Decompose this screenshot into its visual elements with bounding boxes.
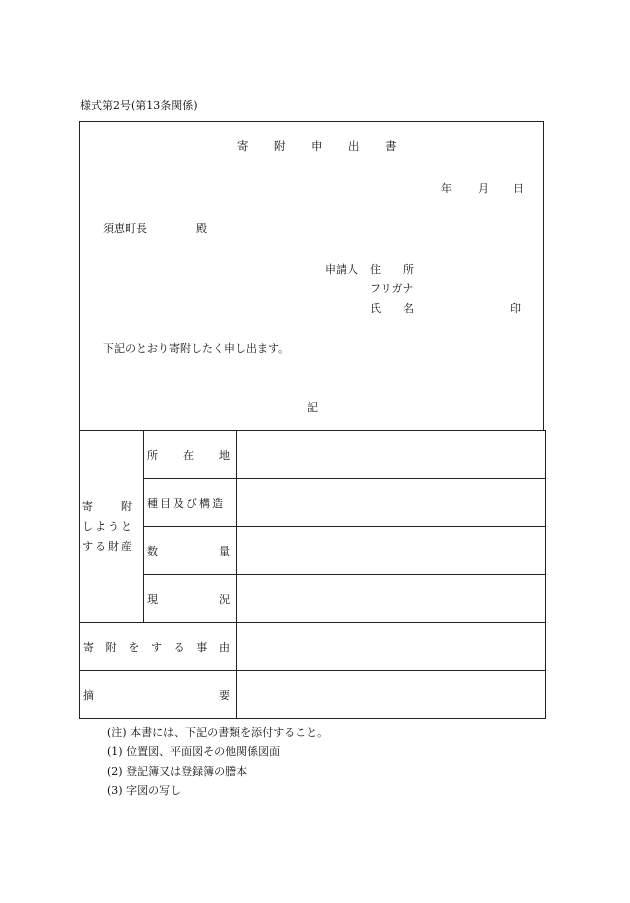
quantity-text: 数 量: [147, 544, 230, 558]
quantity-field[interactable]: [237, 527, 546, 575]
reason-label: [80, 623, 237, 671]
title-char: 附: [274, 139, 286, 153]
location-field[interactable]: [237, 431, 546, 479]
note-heading: (注) 本書には、下記の書類を添付すること。: [107, 726, 329, 739]
quantity-label: [144, 527, 237, 575]
location-text: 所 在 地: [147, 448, 230, 462]
applicant-address-label: 住 所: [370, 263, 414, 276]
form-title: [237, 138, 422, 154]
reason-field[interactable]: [237, 623, 546, 671]
table-row: [80, 671, 546, 719]
table-row: [80, 575, 546, 623]
type-structure-label: 種目及び構造: [144, 479, 237, 527]
addressee-name: 須恵町長: [103, 222, 147, 235]
seal-mark: 印: [510, 302, 521, 315]
table-row: [80, 479, 546, 527]
date-month: 月: [478, 182, 489, 195]
application-box: [79, 121, 544, 431]
table-row: [80, 431, 546, 479]
condition-text: 現 況: [147, 592, 230, 606]
summary-label: [80, 671, 237, 719]
note-item: (2) 登記簿又は登録簿の謄本: [107, 765, 248, 778]
date-year: 年: [441, 182, 452, 195]
condition-label: [144, 575, 237, 623]
addressee-honorific: 殿: [196, 222, 207, 235]
statement-text: 下記のとおり寄附したく申し出ます。: [103, 342, 290, 355]
applicant-label: 申請人: [325, 263, 358, 276]
title-char: 出: [348, 139, 360, 153]
table-row: [80, 623, 546, 671]
property-table: [79, 430, 546, 719]
note-item: (3) 字図の写し: [107, 784, 182, 797]
date-day: 日: [513, 182, 524, 195]
location-label: [144, 431, 237, 479]
reason-text: 寄 附 を す る 事 由: [83, 640, 230, 654]
summary-field[interactable]: [237, 671, 546, 719]
ki-heading: 記: [307, 401, 318, 414]
property-group-label: 寄 附 しようと する財産: [80, 431, 144, 623]
title-char: 申: [311, 139, 323, 153]
note-item: (1) 位置図、平面図その他関係図面: [107, 745, 281, 758]
applicant-furigana-label: フリガナ: [370, 282, 414, 295]
title-char: 書: [385, 139, 397, 153]
form-number-label: 様式第2号(第13条関係): [80, 99, 198, 112]
condition-field[interactable]: [237, 575, 546, 623]
type-structure-field[interactable]: [237, 479, 546, 527]
applicant-name-label: 氏 名: [370, 302, 414, 315]
table-row: [80, 527, 546, 575]
summary-text: 摘 要: [83, 688, 230, 702]
title-char: 寄: [237, 139, 249, 153]
